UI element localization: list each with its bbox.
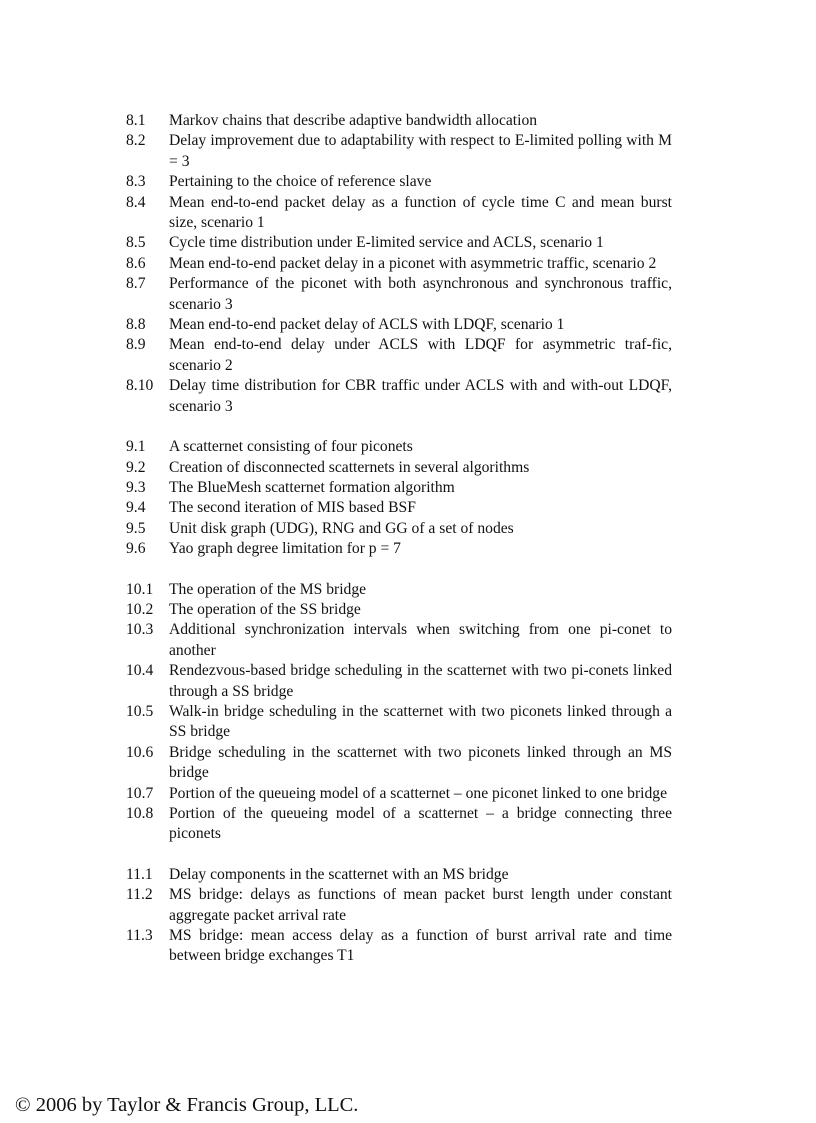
figure-entry-9-3 <box>126 478 672 498</box>
figure-number: 10.5 <box>126 702 154 720</box>
figure-entry-10-5 <box>126 702 672 743</box>
figure-caption: Walk-in bridge scheduling in the scatternet with two piconets linked through a SS bridge <box>169 702 672 741</box>
figure-entry-10-1 <box>126 580 672 600</box>
figure-caption: The operation of the MS bridge <box>169 580 367 598</box>
figure-number: 10.6 <box>126 743 154 761</box>
figure-caption: Portion of the queueing model of a scatternet – one piconet linked to one bridge <box>169 784 667 802</box>
figure-number: 9.3 <box>126 478 146 496</box>
figure-entry-11-3 <box>126 926 672 967</box>
figure-entry-8-1 <box>126 111 672 131</box>
figure-caption: A scatternet consisting of four piconets <box>169 438 413 456</box>
figure-entry-11-2 <box>126 885 672 926</box>
figure-entry-10-7 <box>126 784 672 804</box>
figure-caption: Bridge scheduling in the scatternet with two piconets linked through an MS bridge <box>169 743 672 782</box>
figure-entry-10-4 <box>126 661 672 702</box>
figure-caption: MS bridge: delays as functions of mean packet burst length under constant aggregate packet arrival rate <box>169 886 672 924</box>
figure-number: 11.2 <box>126 886 153 904</box>
figure-number: 8.10 <box>126 377 154 395</box>
figure-entry-8-5 <box>126 233 672 253</box>
figure-entry-8-7 <box>126 274 672 315</box>
figure-caption: The BlueMesh scatternet formation algorithm <box>169 478 455 496</box>
figure-caption: Delay improvement due to adaptability with respect to E-limited polling with M = 3 <box>169 132 672 170</box>
figure-entry-8-8 <box>126 315 672 335</box>
figure-number: 8.2 <box>126 132 146 150</box>
figure-entry-10-8 <box>126 804 672 845</box>
figure-caption: Markov chains that describe adaptive bandwidth allocation <box>169 112 538 129</box>
figure-entry-8-10 <box>126 376 672 417</box>
figure-caption: Mean end-to-end packet delay as a function of cycle time C and mean burst size, scenario 1 <box>169 193 672 232</box>
figure-entry-9-2 <box>126 458 672 478</box>
figure-entry-9-4 <box>126 498 672 518</box>
figure-entry-10-3 <box>126 620 672 661</box>
figure-entry-10-6 <box>126 743 672 784</box>
figure-caption: Mean end-to-end packet delay of ACLS with LDQF, scenario 1 <box>169 316 565 334</box>
figure-number: 10.8 <box>126 805 154 822</box>
figure-number: 8.4 <box>126 193 146 211</box>
figure-entry-9-5 <box>126 519 672 539</box>
figure-number: 10.3 <box>126 621 154 639</box>
copyright-notice: © 2006 by Taylor & Francis Group, LLC. <box>15 1094 359 1116</box>
figure-caption: Mean end-to-end delay under ACLS with LDQF for asymmetric traf-fic, scenario 2 <box>169 336 672 374</box>
figure-caption: Additional synchronization intervals when switching from one pi-conet to another <box>169 621 672 659</box>
figure-number: 8.8 <box>126 316 146 334</box>
figure-caption: Yao graph degree limitation for p = 7 <box>169 540 401 558</box>
figure-caption: Unit disk graph (UDG), RNG and GG of a set of nodes <box>169 519 514 537</box>
figure-entry-8-2 <box>126 131 672 172</box>
figure-number: 9.6 <box>126 540 146 558</box>
figure-entry-11-1 <box>126 865 672 885</box>
figure-caption: The second iteration of MIS based BSF <box>169 499 416 517</box>
figure-caption: Rendezvous-based bridge scheduling in the scatternet with two pi-conets linked through a SS bridge <box>169 662 672 700</box>
figure-entry-10-2 <box>126 600 672 620</box>
figure-number: 10.1 <box>126 580 154 598</box>
figure-number: 8.3 <box>126 173 146 191</box>
figure-entry-8-3 <box>126 172 672 192</box>
figure-number: 9.4 <box>126 499 146 517</box>
figure-number: 9.5 <box>126 519 146 537</box>
figure-caption: Creation of disconnected scatternets in several algorithms <box>169 458 530 476</box>
figure-number: 8.1 <box>126 112 146 129</box>
figure-caption: Performance of the piconet with both asynchronous and synchronous traffic, scenario 3 <box>169 275 672 313</box>
figure-entry-8-4 <box>126 193 672 234</box>
list-of-figures <box>126 111 672 987</box>
figure-caption: Delay time distribution for CBR traffic under ACLS with and with-out LDQF, scenario 3 <box>169 377 672 415</box>
figure-number: 11.1 <box>126 865 153 883</box>
figure-caption: Delay components in the scatternet with an MS bridge <box>169 865 509 883</box>
figure-number: 10.7 <box>126 784 154 802</box>
figure-caption: Mean end-to-end packet delay in a piconet with asymmetric traffic, scenario 2 <box>169 254 657 272</box>
figure-entry-8-9 <box>126 335 672 376</box>
figure-group-chapter-11 <box>126 865 672 967</box>
figure-number: 8.9 <box>126 336 146 354</box>
figure-caption: Pertaining to the choice of reference slave <box>169 173 432 191</box>
figure-caption: Cycle time distribution under E-limited service and ACLS, scenario 1 <box>169 234 604 252</box>
figure-group-chapter-8 <box>126 111 672 417</box>
figure-caption: Portion of the queueing model of a scatternet – a bridge connecting three piconets <box>169 805 672 843</box>
figure-entry-8-6 <box>126 254 672 274</box>
figure-number: 10.4 <box>126 662 154 680</box>
figure-group-chapter-9 <box>126 437 672 559</box>
figure-number: 9.1 <box>126 438 146 456</box>
figure-number: 9.2 <box>126 458 146 476</box>
figure-entry-9-1 <box>126 437 672 457</box>
figure-number: 8.6 <box>126 254 146 272</box>
figure-number: 10.2 <box>126 600 154 618</box>
figure-number: 8.5 <box>126 234 146 252</box>
figure-caption: The operation of the SS bridge <box>169 600 361 618</box>
figure-number: 8.7 <box>126 275 146 293</box>
figure-group-chapter-10 <box>126 580 672 845</box>
figure-entry-9-6 <box>126 539 672 559</box>
figure-caption: MS bridge: mean access delay as a function of burst arrival rate and time between bridge exchanges T1 <box>169 927 672 965</box>
figure-number: 11.3 <box>126 927 153 945</box>
